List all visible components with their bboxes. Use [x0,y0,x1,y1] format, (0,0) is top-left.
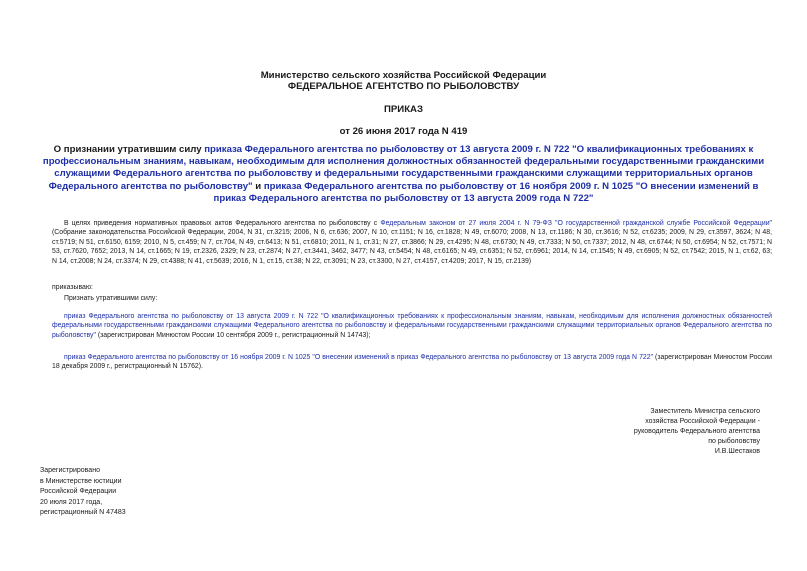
preamble-link-federal-law[interactable]: Федеральным законом от 27 июля 2004 г. N 79-ФЗ "О государственной гражданской службе Российской Федерации" [380,220,772,227]
registration-block [40,466,240,519]
preamble-text-start: В целях приведения нормативных правовых актов Федерального агентства по рыболовству с [64,220,381,227]
title-middle: и [252,180,264,192]
document-type: ПРИКАЗ [384,104,423,115]
title-link-order-722[interactable]: приказа Федерального агентства по рыболовству от 13 августа 2009 г. N 722 "О квалификационных требованиях к профессиональным знаниям, навыкам, необходимым для исполнения должностных обязанностей федеральными государственными гражданскими служащими Федерального агентства по рыболовству и федеральными государственными гражданскими служащими территориальных органов Федерального агентства по рыболовству" [42,144,765,192]
preamble-text-citations: (Собрание законодательства Российской Федерации, 2004, N 31, ст.3215; 2006, N 6, ст.636; 2007, N 10, ст.1151; N 16, ст.1828; N 49, ст.6070; 2008, N 13, ст.1186; N 30, ст.3616; N 52, ст.6235; 2009, N 29, ст.3597, 3624; N 48, ст.5719; N 51, ст.6150, 6159; 2010, N 5, ст.459; N 7, ст.704, N 49, ст.6413; N 51, ст.6810; 2011, N 1, ст.31; N 27, ст.3866; N 29, ст.4295; N 48, ст.6730; N 49, ст.7333; N 50, ст.7337; 2012, N 48, ст.6744; N 50, ст.6954; N 52, ст.7571; N 53, ст.7620, 7652; 2013, N 14, ст.1665; N 19, ст.2326, 2329; N 23, ст.2874; N 27, ст.3441, 3462, 3477; N 43, ст.5454; N 48, ст.6165; N 49, ст.6351; N 52, ст.6961; 2014, N 14, ст.1545; N 49, ст.6905; N 52, ст.7542; 2015, N 1, ст.62, 63; N 14, ст.2008; N 24, ст.3374; N 29, ст.4388; N 41, ст.5639; 2016, N 1, ст.15, ст.38; N 22, ст.3091; N 23, ст.3300, N 27, ст.4157, ст.4209; 2017, N 15, ст.2139) [52,229,772,265]
title-prefix: О признании утратившим силу [53,144,205,155]
revoked-item-2 [52,353,772,372]
order-word: приказываю: [52,284,93,291]
registration-number: регистрационный N 47483 [40,509,126,516]
signature-line-3: руководитель Федерального агентства [633,428,760,435]
title-link-order-1025[interactable]: приказа Федерального агентства по рыболовству от 16 ноября 2009 г. N 1025 "О внесении изменений в приказ Федерального агентства по рыболовству от 13 августа 2009 года N 722" [213,180,759,204]
signature-line-4: по рыболовству [708,438,760,445]
ministry-name: Министерство сельского хозяйства Российской Федерации [260,70,547,81]
declare-invalid: Признать утратившими силу: [64,295,158,302]
item1-link-order-722[interactable]: приказ Федерального агентства по рыболовству от 13 августа 2009 г. N 722 "О квалификационных требованиях к профессиональным знаниям, навыкам, необходимым для исполнения должностных обязанностей федеральными государственными гражданскими служащими Федерального агентства по рыболовству и федеральными государственными гражданскими служащими территориальных органов Федерального агентства по рыболовству" [52,313,772,339]
signature-block [560,407,760,457]
registration-date: 20 июля 2017 года, [40,498,103,506]
registration-line-3: Российской Федерации [40,488,117,495]
item1-registration: (зарегистрирован Минюстом России 10 сентября 2009 г., регистрационный N 14743); [95,331,371,339]
registration-line-2: в Министерстве юстиции [40,477,122,485]
item2-link-order-1025[interactable]: приказ Федерального агентства по рыболовству от 16 ноября 2009 г. N 1025 "О внесении изменений в приказ Федерального агентства по рыболовству от 13 августа 2009 года N 722" [64,354,654,361]
registration-line-1: Зарегистрировано [40,467,100,474]
item2-registration: (зарегистрирован Минюстом России 18 декабря 2009 г., регистрационный N 15762). [52,354,772,371]
agency-name: ФЕДЕРАЛЬНОЕ АГЕНТСТВО ПО РЫБОЛОВСТВУ [287,81,520,92]
revoked-item-1 [52,312,772,340]
document-title [40,144,767,205]
preamble-paragraph [52,219,772,266]
document-date-number: от 26 июня 2017 года N 419 [339,126,468,137]
signature-line-1: Заместитель Министра сельского [650,408,760,415]
signature-line-2: хозяйства Российской Федерации - [645,418,760,425]
signer-name: И.В.Шестаков [714,448,760,455]
